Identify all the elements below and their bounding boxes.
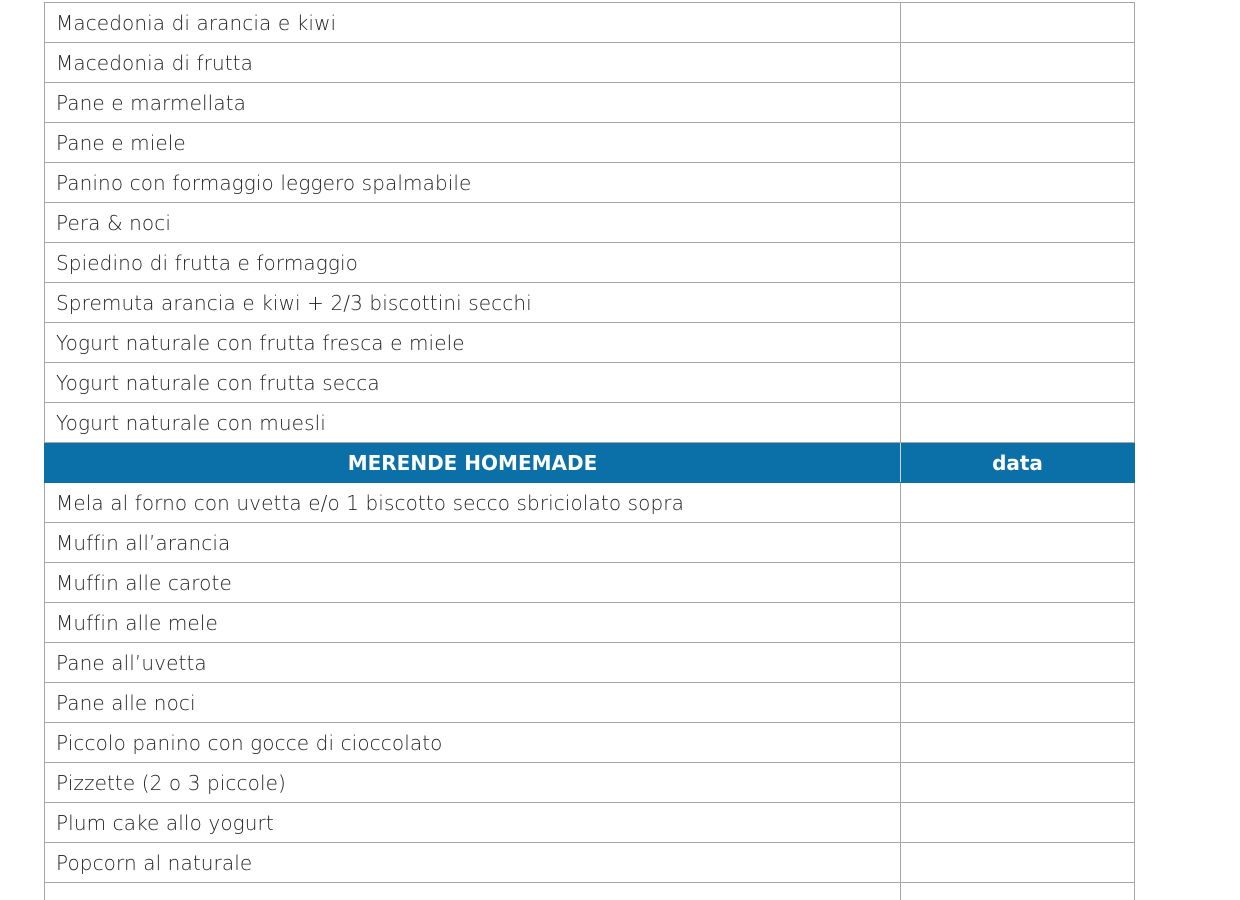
table-row (45, 363, 1135, 403)
date-cell[interactable] (901, 243, 1135, 283)
date-cell[interactable] (901, 203, 1135, 243)
date-cell[interactable] (901, 723, 1135, 763)
item-name-cell: Panino con formaggio leggero spalmabile (45, 163, 901, 203)
item-name-cell: Pizzette (2 o 3 piccole) (45, 763, 901, 803)
item-name-cell: Popcorn al naturale (45, 843, 901, 883)
table-row (45, 483, 1135, 523)
item-name-cell: Plum cake allo yogurt (45, 803, 901, 843)
date-cell[interactable] (901, 83, 1135, 123)
item-name-cell: Pane e miele (45, 123, 901, 163)
table-row (45, 403, 1135, 443)
date-cell[interactable] (901, 3, 1135, 43)
item-name-cell: Pera & noci (45, 203, 901, 243)
item-name-cell (45, 883, 901, 900)
item-name-cell: Macedonia di arancia e kiwi (45, 3, 901, 43)
snack-checklist-table (44, 2, 1135, 900)
table-row (45, 83, 1135, 123)
date-cell[interactable] (901, 683, 1135, 723)
item-name-cell: Spiedino di frutta e formaggio (45, 243, 901, 283)
table-row (45, 123, 1135, 163)
table-row (45, 323, 1135, 363)
item-name-cell: Yogurt naturale con frutta fresca e miele (45, 323, 901, 363)
date-cell[interactable] (901, 283, 1135, 323)
section-title: MERENDE HOMEMADE (45, 443, 901, 483)
item-name-cell: Muffin alle carote (45, 563, 901, 603)
item-name-cell: Muffin alle mele (45, 603, 901, 643)
date-cell[interactable] (901, 563, 1135, 603)
table-row (45, 803, 1135, 843)
date-cell[interactable] (901, 843, 1135, 883)
table-row (45, 243, 1135, 283)
table-row (45, 883, 1135, 900)
item-name-cell: Piccolo panino con gocce di cioccolato (45, 723, 901, 763)
table-row (45, 283, 1135, 323)
date-cell[interactable] (901, 163, 1135, 203)
date-cell[interactable] (901, 643, 1135, 683)
table-row (45, 3, 1135, 43)
table-row (45, 43, 1135, 83)
date-cell[interactable] (901, 123, 1135, 163)
item-name-cell: Muffin all’arancia (45, 523, 901, 563)
date-cell[interactable] (901, 403, 1135, 443)
date-column-header: data (901, 443, 1135, 483)
table-row (45, 563, 1135, 603)
table-row (45, 203, 1135, 243)
table-row (45, 163, 1135, 203)
date-cell[interactable] (901, 603, 1135, 643)
date-cell[interactable] (901, 803, 1135, 843)
item-name-cell: Pane all’uvetta (45, 643, 901, 683)
item-name-cell: Macedonia di frutta (45, 43, 901, 83)
date-cell[interactable] (901, 483, 1135, 523)
item-name-cell: Mela al forno con uvetta e/o 1 biscotto secco sbriciolato sopra (45, 483, 901, 523)
table-row (45, 523, 1135, 563)
table-row (45, 843, 1135, 883)
date-cell[interactable] (901, 323, 1135, 363)
table-row (45, 723, 1135, 763)
table-row (45, 683, 1135, 723)
item-name-cell: Pane alle noci (45, 683, 901, 723)
table-row (45, 603, 1135, 643)
date-cell[interactable] (901, 363, 1135, 403)
date-cell[interactable] (901, 763, 1135, 803)
date-cell[interactable] (901, 523, 1135, 563)
item-name-cell: Spremuta arancia e kiwi + 2/3 biscottini secchi (45, 283, 901, 323)
date-cell[interactable] (901, 43, 1135, 83)
item-name-cell: Yogurt naturale con muesli (45, 403, 901, 443)
item-name-cell: Yogurt naturale con frutta secca (45, 363, 901, 403)
table-row (45, 763, 1135, 803)
table-row (45, 643, 1135, 683)
section-header-row (45, 443, 1135, 483)
item-name-cell: Pane e marmellata (45, 83, 901, 123)
date-cell[interactable] (901, 883, 1135, 900)
